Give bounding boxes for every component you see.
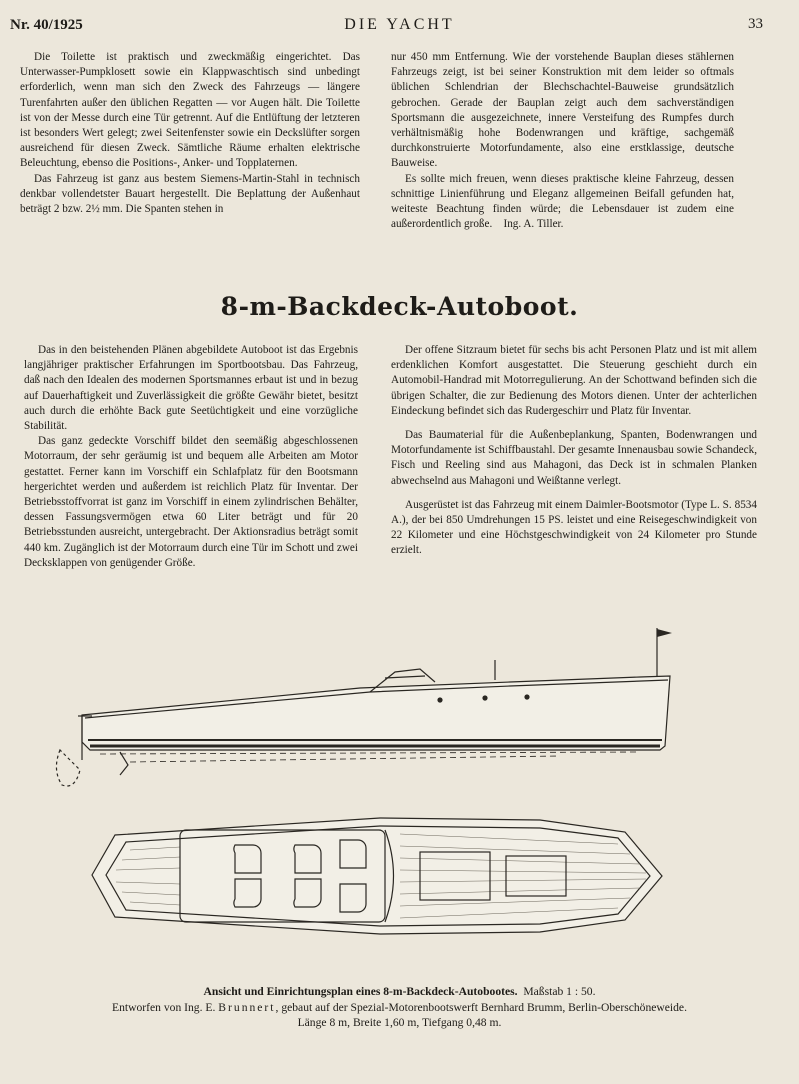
paragraph: Ausgerüstet ist das Fahrzeug mit einem Daimler-Bootsmotor (Type L. S. 8534 A.), der bei 850 Umdrehungen 15 PS. leistet und eine Reisegeschwindigkeit von 22 Kilometer und eine Höchstgeschwindigkeit von 24 Kilometer pro Stunde erzielt. (391, 498, 757, 557)
caption-designer-name: Brunnert (218, 1001, 276, 1014)
main-left-column (24, 343, 358, 571)
paragraph (391, 172, 734, 233)
paragraph: Das in den beistehenden Plänen abgebildete Autoboot ist das Ergebnis langjähriger praktischer Erfahrungen im Sportbootsbau. Das Fahrzeug, daß nach den Idealen des modernen Sportsmannes erbaut ist und in bezug auf Dauerhaftigkeit und Zuverlässigkeit die größte Gewähr bietet, besitzt auch durch die erhöhte Back gute Seetüchtigkeit und eine vorzügliche Stabilität. (24, 344, 358, 433)
paragraph: Der offene Sitzraum bietet für sechs bis acht Personen Platz und ist mit allem erdenklichen Komfort ausgestattet. Die Steuerung geschieht durch ein Automobil-Handrad mit Motorregulierung. An der Schottwand befinden sich die übrigen Schalter, die zur Bedienung des Motors dienen. Unter der achterlichen Eindeckung befindet sich das Rudergeschirr und Platz für Inventar. (391, 344, 757, 417)
paragraph: Das ganz gedeckte Vorschiff bildet den seemäßig abgeschlossenen Motorraum, der sehr geräumig ist und bequem alle Arbeiten am Motor gestattet. Ferner kann im Vorschiff ein Schlafplatz für den Bootsmann hergerichtet werden und außerdem ist reichlich Platz für Inventar. Der Betriebsstoffvorrat ist ganz im Vorschiff in einem zylindrischen Behälter, dessen Fassungsvermögen etwa 60 Liter beträgt und für 20 Betriebsstunden ausreicht, untergebracht. Der Aktionsradius beträgt somit 440 km. Zugänglich ist der Motorraum durch eine Tür im Schott und zwei Decksklappen von genügender Größe. (24, 435, 358, 569)
page-number: 33 (748, 16, 763, 32)
caption-builder: , gebaut auf der Spezial-Motorenbootswerft Bernhard Brumm, Berlin-Oberschöneweide. (275, 1001, 687, 1014)
paragraph: Das Fahrzeug ist ganz aus bestem Siemens-Martin-Stahl in technisch denkbar vollendetster Bauart hergestellt. Die Beplattung der Außenhaut beträgt 2 bzw. 2½ mm. Die Spanten stehen in (20, 172, 360, 216)
side-elevation (56, 628, 672, 786)
caption-line-1 (0, 985, 799, 998)
caption-line-2 (0, 1001, 799, 1014)
paragraph: nur 450 mm Entfernung. Wie der vorstehende Bauplan dieses stählernen Fahrzeugs zeigt, ist bei seiner Konstruktion mit dem leider so oftmals üblichen Schlendrian der Blechschachtel-Bauweise grundsätzlich gebrochen. Gerade der Bauplan zeigt auch dem sachverständigen Sportsmann die ausgezeichnete, innere Versteifung des Rumpfes durch verhältnismäßig hohe Bodenwrangen und kräftige, sachgemäß durchkonstruierte Motorfundamente, also eine erstklassige, deutsche Bauweise. (391, 51, 734, 170)
deck-plan (92, 818, 662, 934)
article-title: 8-m-Backdeck-Autoboot. (220, 292, 579, 321)
main-right-column (391, 343, 757, 559)
magazine-title: DIE YACHT (344, 16, 455, 33)
paragraph: Die Toilette ist praktisch und zweckmäßig eingerichtet. Das Unterwasser-Pumpklosett sowie ein Klappwaschtisch sind unbedingt erforderlich, wenn man sich den Zweck des Fahrzeugs — längere Turenfahrten außer den üblichen Regatten — vor Augen hält. Die Toilette ist von der Messe durch eine Tür getrennt. Auf die Entlüftung der letzteren ist besonders Wert gelegt; zwei Seitenfenster sowie ein Deckslüfter sorgen ausreichend für diesen Zweck. Sämtliche Räume erhalten elektrische Beleuchtung, ebenso die Positions-, Anker- und Topplaternen. (20, 51, 360, 170)
caption-designer-prefix: Entworfen von Ing. E. (112, 1001, 216, 1014)
paragraph: Das Baumaterial für die Außenbeplankung, Spanten, Bodenwrangen und Motorfundamente ist Schiffbaustahl. Der gesamte Innenausbau sowie Schandeck, Fisch und Reeling sind aus Mahagoni, das Deck ist in schmalen Planken abwechselnd aus Mahagoni und Weißtanne verlegt. (391, 429, 757, 487)
caption-title: Ansicht und Einrichtungsplan eines 8-m-Backdeck-Autobootes. (203, 985, 518, 998)
caption-dimensions: Länge 8 m, Breite 1,60 m, Tiefgang 0,48 m. (297, 1016, 502, 1029)
author-signature: Ing. A. Tiller. (503, 218, 564, 231)
caption-scale: Maßstab 1 : 50. (523, 985, 596, 998)
top-right-column (391, 50, 734, 232)
issue-number: Nr. 40/1925 (10, 17, 83, 33)
top-left-column (20, 50, 360, 217)
boat-plan-drawing (40, 620, 760, 980)
paragraph-text: Es sollte mich freuen, wenn dieses praktische kleine Fahrzeug, dessen schnittige Linienführung und Eleganz allgemeinen Beifall gefunden hat, weiteste Beachtung finden würde; die Lebensdauer ist zudem eine außerordentlich große. (391, 172, 734, 231)
